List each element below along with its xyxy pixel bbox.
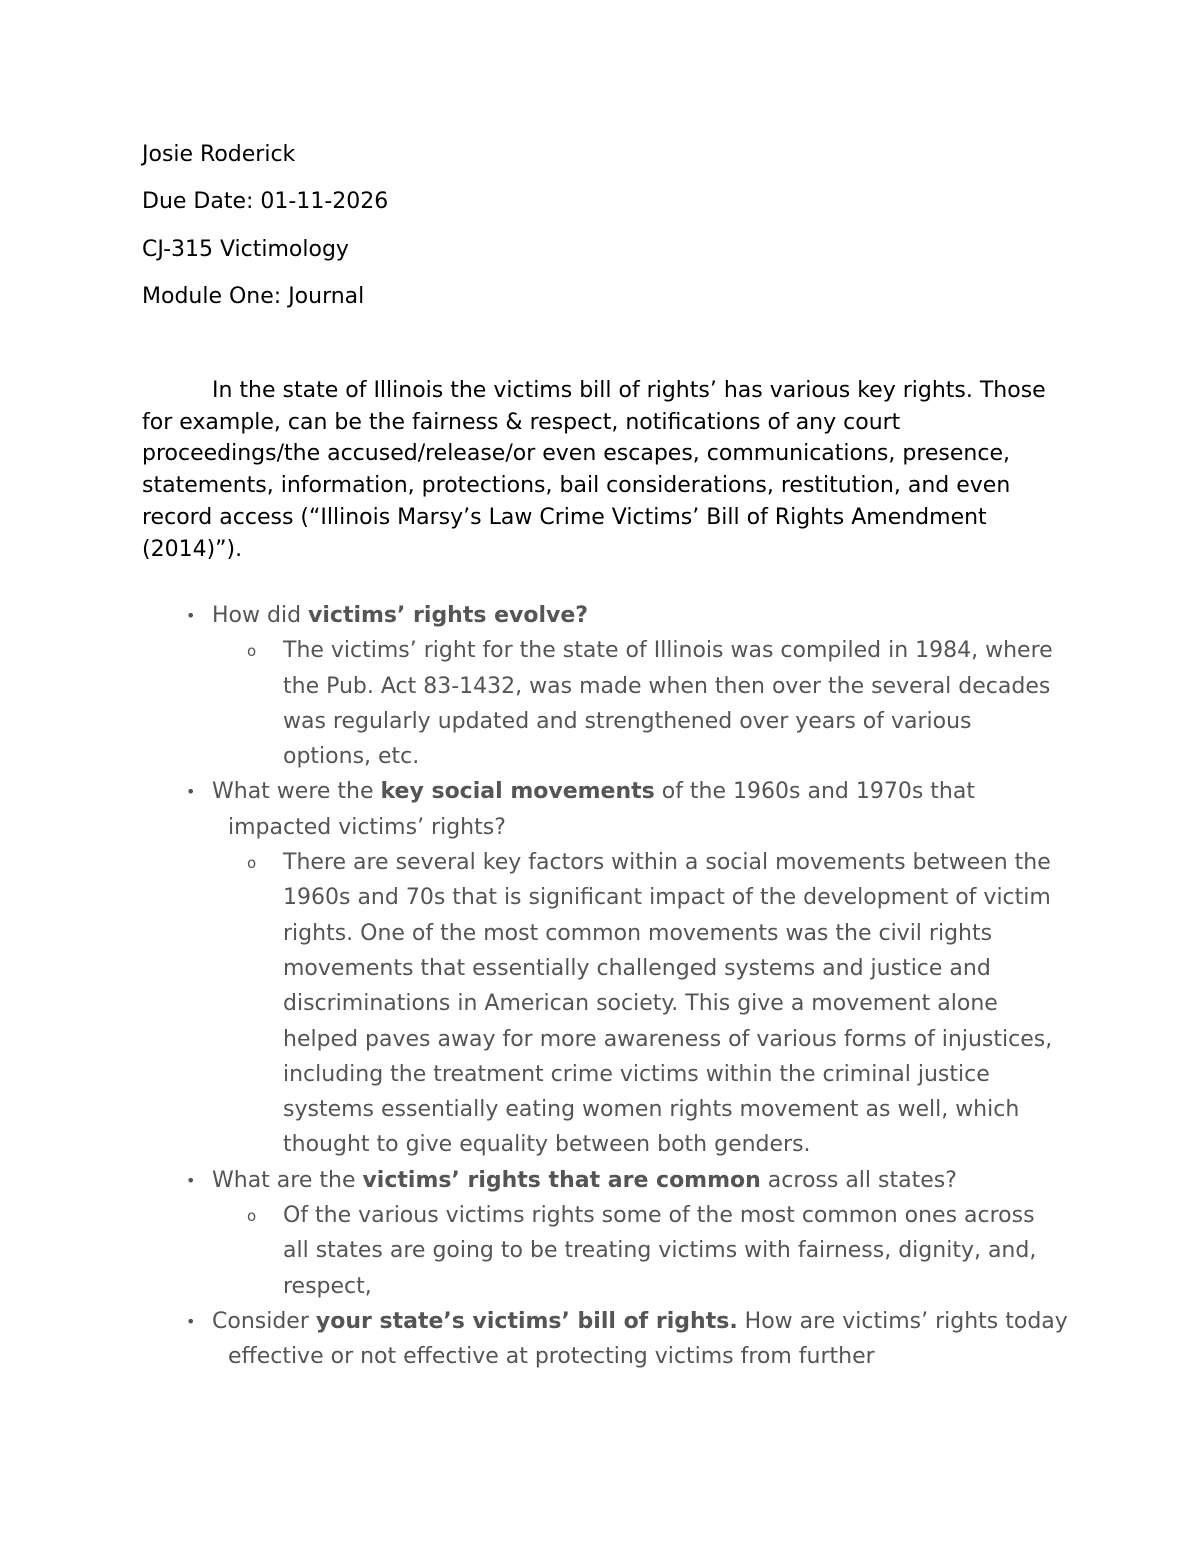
sub-bullet-icon: o [247,854,257,873]
question-emphasis: victims’ rights evolve? [308,603,589,628]
answer-item [0,845,1200,1163]
question-list [0,598,1200,1375]
question-emphasis: key social movements [380,779,655,805]
module-title: Module One: Journal [142,284,365,309]
question-item [0,774,1200,1162]
intro-paragraph [142,375,1062,565]
student-name: Josie Roderick [142,142,296,167]
bullet-icon: • [186,782,196,802]
question-text: Consider your state’s victims’ bill of rights. How are victims’ rights today effective or not effective at protecting victims from further [212,1308,1068,1370]
answer-item [0,633,1200,774]
bullet-icon: • [186,1311,196,1331]
question-emphasis: your state’s victims’ bill of rights. [315,1308,738,1334]
answer-text: There are several key factors within a social movements between the 1960s and 70s that is significant impact of the development of victim rights. One of the most common movements was the civil rights movements that essentially challenged systems and justice and discriminations in American society. This give a movement alone helped paves away for more awareness of various forms of injustices, including the treatment crime victims within the criminal justice systems essentially eating women rights movement as well, which thought to give equality between both genders. [283,850,1053,1158]
sub-bullet-icon: o [247,1207,257,1226]
intro-paragraph-text: In the state of Illinois the victims bill of rights’ has various key rights. Those for example, can be the fairness & respect, notifications of any court proceedings/the accused/release/or even escapes, communications, presence, statements, information, protections, bail considerations, restitution, and even record access (“Illinois Marsy’s Law Crime Victims’ Bill of Rights Amendment (2014)”). [142,378,1046,562]
bullet-icon: • [186,606,196,625]
due-date: Due Date: 01-11-2026 [142,189,389,214]
answer-text: Of the various victims rights some of the most common ones across all states are going to be treating victims with fairness, dignity, and, respect, [283,1203,1037,1299]
question-item [0,1304,1200,1375]
answer-text: The victims’ right for the state of Illinois was compiled in 1984, where the Pub. Act 83-1432, was made when then over the several decades was regularly updated and strengthened over years of various options, etc. [283,638,1053,770]
sub-bullet-icon: o [247,642,257,661]
question-text: How did victims’ rights evolve? [212,603,589,628]
question-item [0,1163,1200,1304]
question-text: What were the key social movements of the 1960s and 1970s that impacted victims’ rights? [212,779,975,840]
question-item [0,598,1200,774]
answer-item [0,1198,1200,1304]
question-text: What are the victims’ rights that are common across all states? [212,1167,957,1193]
course-title: CJ-315 Victimology [142,237,349,262]
question-emphasis: victims’ rights that are common [362,1167,761,1193]
bullet-icon: • [186,1170,196,1190]
